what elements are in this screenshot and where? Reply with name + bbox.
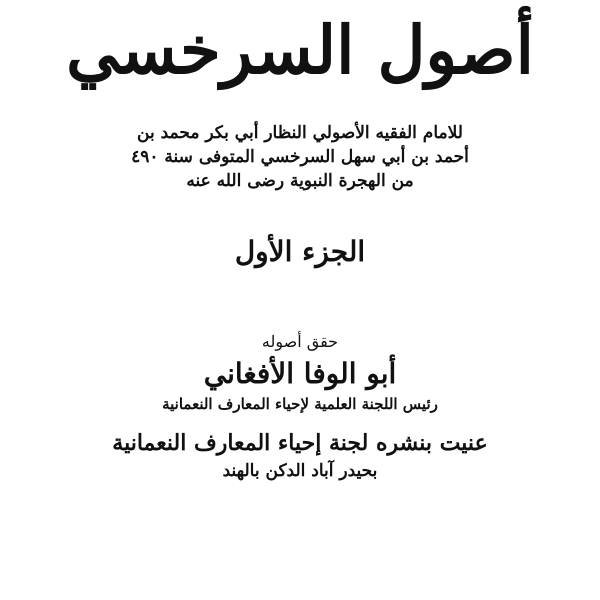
author-line-2: أحمد بن أبي سهل السرخسي المتوفى سنة ٤٩٠	[131, 147, 469, 167]
publisher-line: عنيت بنشره لجنة إحياء المعارف النعمانية	[112, 430, 488, 456]
author-line-1: للامام الفقيه الأصولي النظار أبي بكر محمد بن	[137, 123, 463, 143]
author-line-3: من الهجرة النبوية رضى الله عنه	[186, 171, 414, 191]
publisher-place: بحيدر آباد الدكن بالهند	[222, 461, 378, 481]
volume-label: الجزء الأول	[234, 235, 366, 268]
editor-label: حقق أصوله	[261, 332, 339, 351]
editor-role: رئيس اللجنة العلمية لإحياء المعارف النعمانية	[162, 395, 438, 413]
book-title: أصول السرخسي	[66, 11, 534, 89]
editor-name: أبو الوفا الأفغاني	[203, 357, 397, 390]
